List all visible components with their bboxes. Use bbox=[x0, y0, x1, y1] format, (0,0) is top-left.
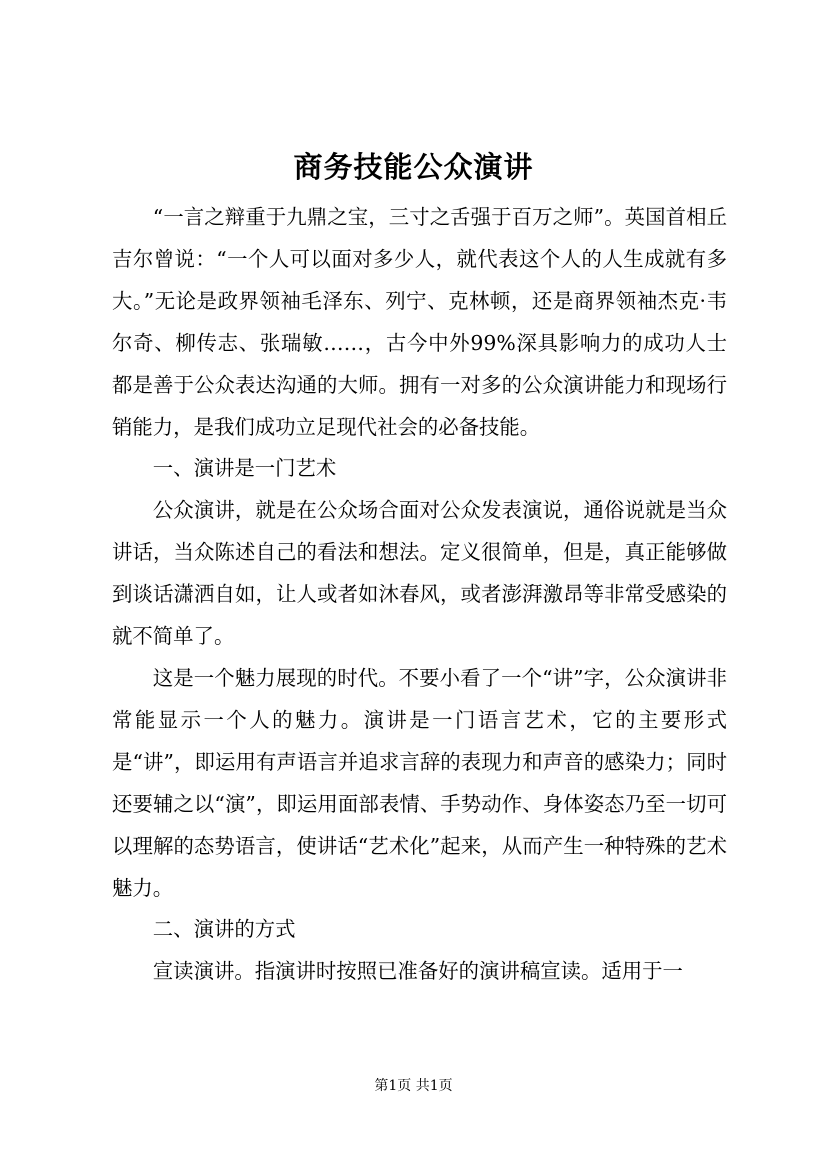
paragraph-intro: “一言之辩重于九鼎之宝，三寸之舌强于百万之师”。英国首相丘吉尔曾说：“一个人可以面对多少人，就代表这个人的人生成就有多大。”无论是政界领袖毛泽东、列宁、克林顿，还是商界领袖杰克·韦尔奇、柳传志、张瑞敏……，古今中外99%深具影响力的成功人士都是善于公众表达沟通的大师。拥有一对多的公众演讲能力和现场行销能力，是我们成功立足现代社会的必备技能。 bbox=[112, 205, 727, 439]
document-title: 商务技能公众演讲 bbox=[293, 150, 534, 184]
paragraph-definition: 公众演讲，就是在公众场合面对公众发表演说，通俗说就是当众讲话，当众陈述自己的看法和想法。定义很简单，但是，真正能够做到谈话潇洒自如，让人或者如沐春风，或者澎湃激昂等非常受感染的就不简单了。 bbox=[112, 498, 727, 649]
paragraph-charisma: 这是一个魅力展现的时代。不要小看了一个“讲”字，公众演讲非常能显示一个人的魅力。演讲是一门语言艺术，它的主要形式是“讲”，即运用有声语言并追求言辞的表现力和声音的感染力；同时还要辅之以“演”，即运用面部表情、手势动作、身体姿态乃至一切可以理解的态势语言，使讲话“艺术化”起来，从而产生一种特殊的艺术魅力。 bbox=[112, 665, 727, 900]
document-body bbox=[112, 197, 727, 993]
page-footer: 第1页 共1页 bbox=[374, 1078, 453, 1094]
paragraph-reading-speech: 宣读演讲。指演讲时按照已准备好的演讲稿宣读。适用于一 bbox=[152, 959, 683, 984]
section-heading-2: 二、演讲的方式 bbox=[152, 917, 296, 942]
section-heading-1: 一、演讲是一门艺术 bbox=[152, 456, 337, 481]
